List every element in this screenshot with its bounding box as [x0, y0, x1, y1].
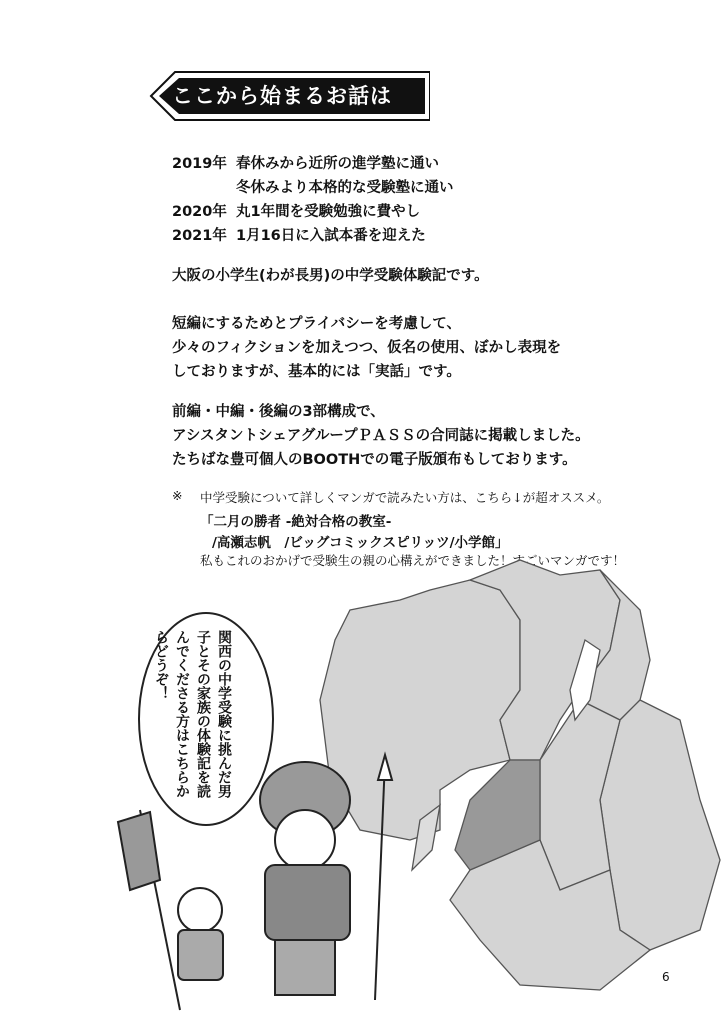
timeline-text: 1月16日に入試本番を迎えた — [236, 228, 426, 244]
paragraph-line: 大阪の小学生(わが長男)の中学受験体験記です。 — [172, 268, 489, 284]
note-comment: 私もこれのおかげで受験生の親の心構えができました！すごいマンガです！ — [200, 553, 626, 568]
year: 2019年 — [172, 156, 227, 172]
map-region-mie — [600, 700, 720, 950]
note-intro: 中学受験について詳しくマンガで読みたい方は、こちら↓が超オススメ。 — [200, 490, 610, 505]
year: 2021年 — [172, 228, 227, 244]
timeline-text: 丸1年間を受験勉強に費やし — [236, 204, 421, 220]
page-title: ここから始まるお話は — [172, 84, 392, 108]
book-title: 「二月の勝者 -絶対合格の教室- — [200, 514, 392, 530]
paragraph-line: アシスタントシェアグループＰＡＳＳの合同誌に掲載しました。 — [172, 428, 590, 444]
speech-bubble-text: 関西の中学受験に挑んだ男子とその家族の体験記を読んでくださる方はこちらからどうぞ！ — [153, 630, 232, 798]
paragraph-line: しておりますが、基本的には「実話」です。 — [172, 364, 461, 380]
timeline-text: 冬休みより本格的な受験塾に通い — [236, 180, 454, 196]
year: 2020年 — [172, 204, 227, 220]
paragraph-line: 短編にするためとプライバシーを考慮して、 — [172, 316, 461, 332]
note-mark: ※ — [172, 488, 183, 503]
timeline-text: 春休みから近所の進学塾に通い — [236, 156, 439, 172]
paragraph-line: たちばな豊可個人のBOOTHでの電子版頒布もしております。 — [172, 452, 577, 468]
paragraph-line: 前編・中編・後編の3部構成で、 — [172, 404, 385, 420]
book-credit: /高瀬志帆 /ビッグコミックスピリッツ/小学館」 — [212, 535, 509, 551]
paragraph-line: 少々のフィクションを加えつつ、仮名の使用、ぼかし表現を — [172, 340, 562, 356]
character-girl — [118, 810, 223, 1010]
page-number: 6 — [662, 970, 670, 984]
